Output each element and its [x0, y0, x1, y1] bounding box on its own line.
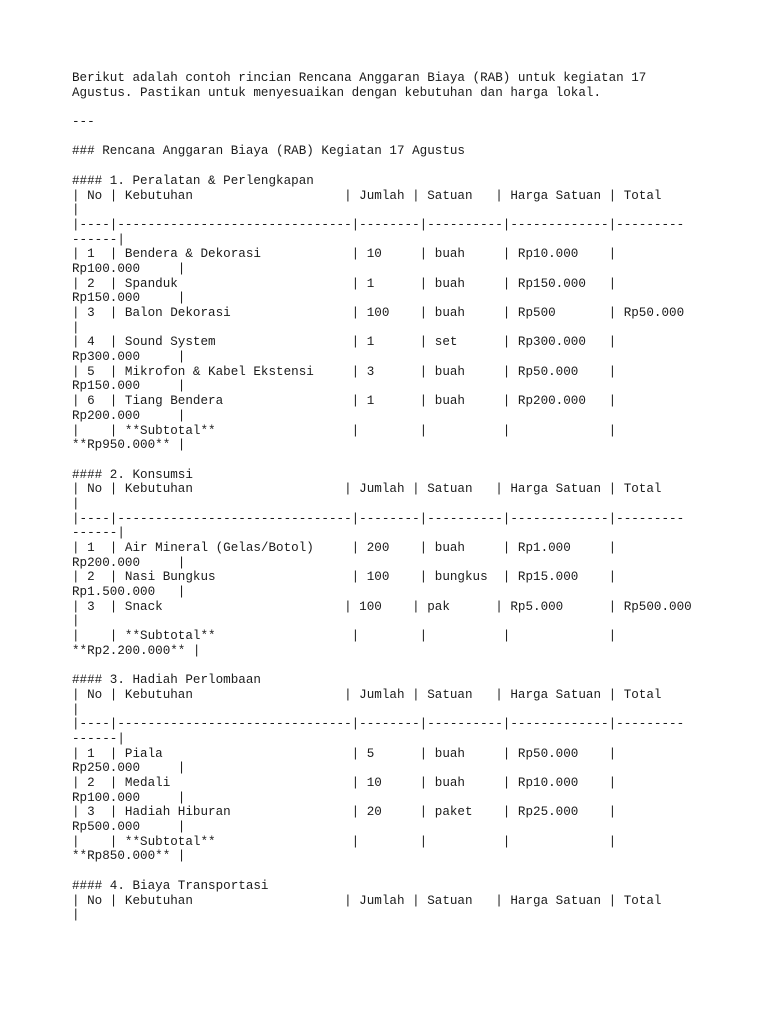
document-page: [72, 71, 712, 923]
text-line: #### 2. Konsumsi: [72, 467, 193, 482]
text-line: ------|: [72, 526, 125, 541]
text-line: | 2 | Medali | 10 | buah | Rp10.000 |: [72, 776, 617, 790]
text-line: | No | Kebutuhan | Jumlah | Satuan | Harga Satuan | Total: [72, 188, 662, 203]
text-line: Rp200.000 |: [72, 408, 186, 423]
text-line: **Rp2.200.000** |: [72, 643, 201, 658]
text-line: | | **Subtotal** | | | |: [72, 834, 617, 849]
blank-line: [72, 159, 712, 174]
blank-line: [72, 100, 712, 115]
blank-line: [72, 130, 712, 145]
blank-line: [72, 659, 712, 674]
text-line: #### 4. Biaya Transportasi: [72, 878, 269, 893]
text-line: |: [72, 496, 80, 511]
text-line: Rp250.000 |: [72, 761, 186, 776]
text-line: Rp200.000 |: [72, 555, 186, 570]
text-line: | 4 | Sound System | 1 | set | Rp300.000 |: [72, 335, 617, 350]
text-line: | 1 | Bendera & Dekorasi | 10 | buah | Rp10.000 |: [72, 247, 617, 262]
text-line: ------|: [72, 232, 125, 247]
text-line: | 1 | Air Mineral (Gelas/Botol) | 200 | buah | Rp1.000 |: [72, 541, 617, 555]
text-line: |: [72, 908, 80, 923]
text-line: Rp100.000 |: [72, 790, 186, 805]
text-line: Rp150.000 |: [72, 291, 186, 306]
text-line: Rp500.000 |: [72, 820, 186, 835]
text-line: Rp300.000 |: [72, 350, 186, 365]
text-line: **Rp850.000** |: [72, 849, 186, 864]
text-line: |----|-------------------------------|--------|----------|-------------|---------: [72, 511, 685, 526]
text-line: #### 1. Peralatan & Perlengkapan: [72, 173, 314, 188]
text-line: | 6 | Tiang Bendera | 1 | buah | Rp200.000 |: [72, 394, 617, 409]
text-line: | 5 | Mikrofon & Kabel Ekstensi | 3 | buah | Rp50.000 |: [72, 364, 617, 379]
text-line: | No | Kebutuhan | Jumlah | Satuan | Harga Satuan | Total: [72, 687, 662, 702]
text-line: | 3 | Hadiah Hiburan | 20 | paket | Rp25.000 |: [72, 805, 617, 820]
text-line: | 2 | Spanduk | 1 | buah | Rp150.000 |: [72, 276, 617, 291]
text-line: Rp100.000 |: [72, 261, 186, 276]
blank-line: [72, 864, 712, 879]
text-line: | 3 | Snack | 100 | pak | Rp5.000 | Rp500.000: [72, 599, 692, 614]
text-line: Berikut adalah contoh rincian Rencana Anggaran Biaya (RAB) untuk kegiatan 17: [72, 71, 647, 85]
text-line: | No | Kebutuhan | Jumlah | Satuan | Harga Satuan | Total: [72, 893, 662, 908]
text-line: |: [72, 702, 80, 717]
text-line: |: [72, 614, 80, 629]
text-line: | 3 | Balon Dekorasi | 100 | buah | Rp500 | Rp50.000: [72, 306, 685, 320]
text-line: |----|-------------------------------|--------|----------|-------------|---------: [72, 717, 685, 732]
text-line: |----|-------------------------------|--------|----------|-------------|---------: [72, 217, 685, 232]
blank-line: [72, 453, 712, 468]
text-line: | | **Subtotal** | | | |: [72, 629, 617, 644]
text-line: #### 3. Hadiah Perlombaan: [72, 673, 261, 688]
text-line: **Rp950.000** |: [72, 438, 186, 453]
text-line: ---: [72, 115, 95, 130]
text-line: | | **Subtotal** | | | |: [72, 423, 617, 438]
text-line: Agustus. Pastikan untuk menyesuaikan dengan kebutuhan dan harga lokal.: [72, 85, 602, 100]
text-line: | No | Kebutuhan | Jumlah | Satuan | Harga Satuan | Total: [72, 482, 662, 497]
text-line: Rp150.000 |: [72, 379, 186, 394]
text-line: ### Rencana Anggaran Biaya (RAB) Kegiatan 17 Agustus: [72, 144, 465, 159]
text-line: |: [72, 320, 80, 335]
text-line: | 1 | Piala | 5 | buah | Rp50.000 |: [72, 746, 617, 761]
text-line: | 2 | Nasi Bungkus | 100 | bungkus | Rp15.000 |: [72, 570, 617, 585]
text-line: Rp1.500.000 |: [72, 585, 186, 600]
text-line: |: [72, 203, 80, 218]
text-line: ------|: [72, 731, 125, 746]
